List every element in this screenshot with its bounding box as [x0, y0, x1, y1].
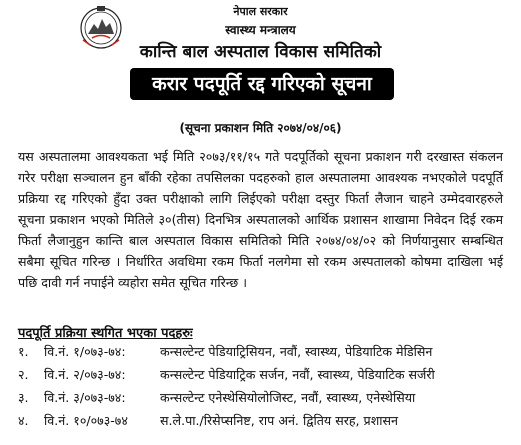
ministry-name: स्वास्थ्य मन्त्रालय [225, 23, 296, 37]
post-ad-code: वि.नं. ३/०७३-७४: [44, 390, 126, 405]
government-name: नेपाल सरकार [233, 5, 288, 18]
committee-name: कान्ति बाल अस्पताल विकास समितिको [139, 42, 382, 62]
post-detail: कन्सल्टेन्ट पेडियाट्रिक सर्जन, नवौं, स्वास्थ्य, पेडियाटिक सर्जरी [160, 367, 435, 382]
notice-title: करार पदपूर्ति रद्द गरिएको सूचना [130, 68, 394, 100]
post-ad-code: वि.नं. १/०७३-७४: [44, 344, 126, 359]
suspended-posts-list [18, 340, 513, 432]
post-ad-code: वि.नं. २/०७३-७४: [44, 367, 126, 382]
list-item [18, 409, 513, 432]
post-detail: कन्सल्टेन्ट एनेस्थेसियोलोजिस्ट, नवौं, स्वास्थ्य, एनेस्थेसिया [160, 390, 416, 405]
post-detail: कन्सल्टेन्ट पेडियाट्रिसियन, नवौं, स्वास्थ्य, पेडियाटिक मेडिसिन [160, 344, 433, 359]
post-number: ३. [18, 390, 29, 405]
suspended-posts-heading: पदपूर्ति प्रक्रिया स्थगित भएका पदहरुः [18, 326, 193, 341]
notice-body-paragraph: यस अस्पतालमा आवश्यकता भई मिति २०७३/११/१५ गते पदपूर्तिको सूचना प्रकाशन गरी दरखास्त संकलन गरेर परीक्षा सञ्चालन हुन बाँकी रहेका तपसिलका पदहरुको हाल अस्पतालमा आवश्यक नभएकोले पदपूर्ति प्रक्रिया रद्द गरिएको हुँदा उक्त परीक्षाको लागि लिईएको परीक्षा दस्तुर फिर्ता लैजान चाहने उम्मेदवारहरुले सूचना प्रकाशन भएको मितिले ३०(तीस) दिनभित्र अस्पतालको आर्थिक प्रशासन शाखामा निवेदन दिई रकम फिर्ता लैजानुहुन कान्ति बाल अस्पताल विकास समितिको मिति २०७४/०४/०२ को निर्णयानुसार सम्बन्धित सबैमा सूचित गरिन्छ । निर्धारित अवधिमा रकम फिर्ता नलगेमा सो रकम अस्पतालको कोषमा दाखिला भई पछि दावी गर्न नपाईने व्यहोरा समेत सूचित गरिन्छ । [18, 149, 504, 290]
post-number: २. [18, 367, 29, 382]
post-detail: स.ले.पा./रिसेप्सनिष्ट, राप अनं. द्वितिय सरह, प्रशासन [160, 413, 399, 428]
list-item [18, 340, 513, 363]
publication-date: (सूचना प्रकाशन मिति २०७४/०४/०६) [179, 121, 342, 135]
post-ad-code: वि.नं. १०/०७३-७४ [44, 413, 128, 428]
post-number: १. [18, 344, 29, 359]
post-number: ४. [18, 413, 29, 428]
list-item [18, 363, 513, 386]
list-item [18, 386, 513, 409]
